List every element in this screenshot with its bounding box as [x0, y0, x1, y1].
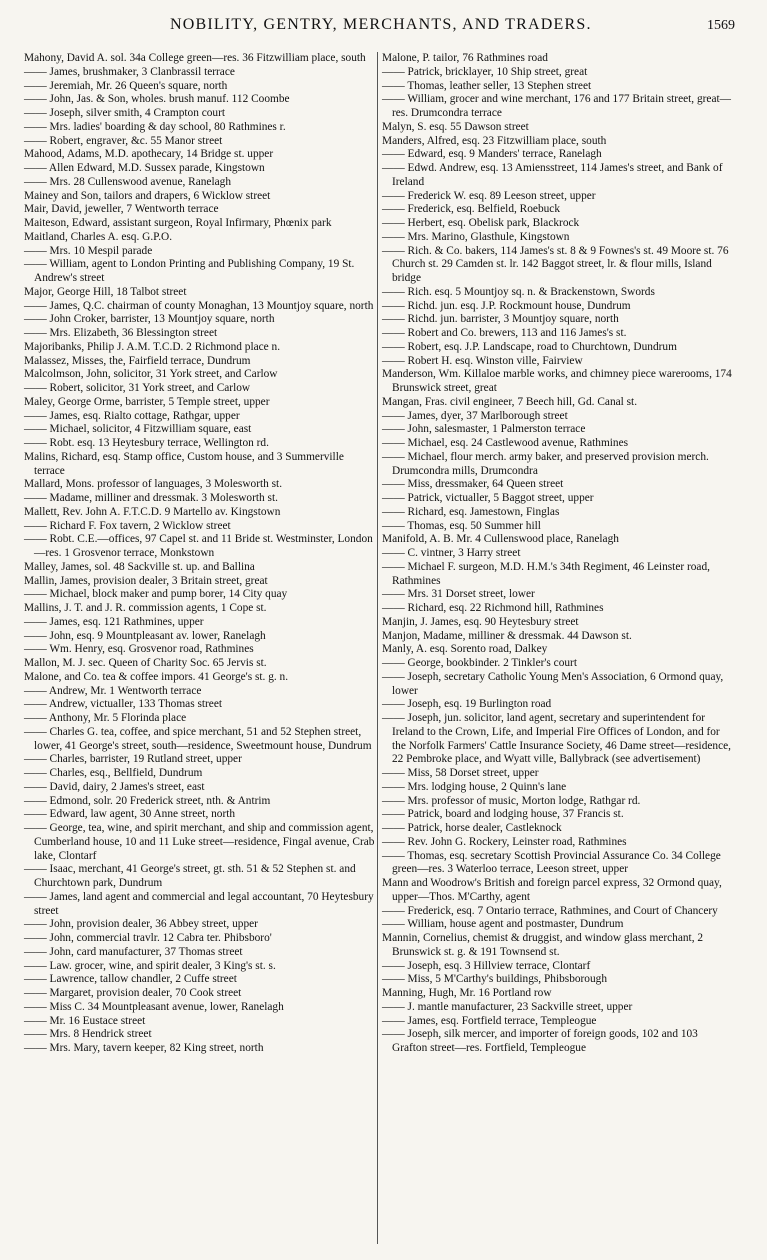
directory-entry: —— James, dyer, 37 Marlborough street — [382, 409, 568, 422]
directory-entry: Malone, and Co. tea & coffee impors. 41 George's st. g. n. — [24, 670, 289, 683]
directory-entry: —— Michael, block maker and pump borer, 14 City quay — [24, 588, 288, 601]
directory-entry: —— Robt. esq. 13 Heytesbury terrace, Wellington rd. — [24, 437, 269, 449]
directory-entry: —— Isaac, merchant, 41 George's street, gt. sth. 51 & 52 Stephen st. and Churchtown park, Dundrum — [24, 863, 356, 889]
column-divider — [377, 52, 378, 1244]
directory-entry: —— Patrick, board and lodging house, 37 Francis st. — [382, 808, 624, 821]
directory-entry: —— Edmond, solr. 20 Frederick street, nth. & Antrim — [24, 794, 271, 807]
directory-entry: —— James, esq. Rialto cottage, Rathgar, upper — [24, 409, 240, 422]
directory-entry: —— Robert and Co. brewers, 113 and 116 James's st. — [382, 327, 627, 339]
directory-entry: Mangan, Fras. civil engineer, 7 Beech hill, Gd. Canal st. — [382, 395, 638, 408]
directory-entry: Malley, James, sol. 48 Sackville st. up. and Ballina — [24, 560, 255, 573]
directory-entry: —— Michael, flour merch. army baker, and preserved provision merch. Drumcondra mills, Drumcondra — [382, 450, 709, 477]
directory-entry: —— Robert, esq. J.P. Landscape, road to Churchtown, Dundrum — [382, 340, 677, 353]
directory-entry: —— Richard, esq. Jamestown, Finglas — [382, 505, 560, 518]
directory-entry: —— Wm. Henry, esq. Grosvenor road, Rathmines — [24, 643, 254, 656]
directory-entry: Maitland, Charles A. esq. G.P.O. — [24, 230, 173, 243]
directory-entry: —— Joseph, silk mercer, and importer of foreign goods, 102 and 103 Grafton street—res. Fortfield, Templeogue — [382, 1028, 698, 1054]
directory-entry: Maiteson, Edward, assistant surgeon, Royal Infirmary, Phœnix park — [24, 217, 332, 229]
directory-entry: —— Mrs. 28 Cullenswood avenue, Ranelagh — [24, 175, 231, 188]
directory-entry: Mannin, Cornelius, chemist & druggist, and window glass merchant, 2 Brunswick st. g. & 191 Townsend st. — [382, 932, 704, 958]
directory-entry: —— Rich. esq. 5 Mountjoy sq. n. & Brackenstown, Swords — [382, 285, 655, 298]
directory-entry: —— John, esq. 9 Mountpleasant av. lower, Ranelagh — [24, 629, 266, 642]
directory-entry: —— Richard F. Fox tavern, 2 Wicklow street — [24, 519, 231, 532]
directory-entry: —— Mrs. 10 Mespil parade — [24, 244, 153, 257]
directory-entry: —— John Croker, barrister, 13 Mountjoy square, north — [24, 313, 275, 326]
directory-entry: Manifold, A. B. Mr. 4 Cullenswood place, Ranelagh — [382, 533, 619, 546]
directory-entry: Mallins, J. T. and J. R. commission agents, 1 Cope st. — [24, 602, 267, 614]
directory-entry: —— Patrick, victualler, 5 Baggot street, upper — [382, 492, 594, 504]
directory-entry: —— James, esq. Fortfield terrace, Templeogue — [382, 1014, 597, 1027]
directory-entry: Major, George Hill, 18 Talbot street — [24, 285, 187, 298]
directory-entry: —— John, salesmaster, 1 Palmerston terrace — [382, 423, 586, 436]
directory-entry: —— Madame, milliner and dressmak. 3 Molesworth st. — [24, 492, 278, 504]
directory-entry: —— William, house agent and postmaster, Dundrum — [382, 918, 624, 931]
directory-entry: —— Robert, engraver, &c. 55 Manor street — [24, 134, 223, 147]
directory-entry: Manjon, Madame, milliner & dressmak. 44 Dawson st. — [382, 629, 632, 642]
directory-entry: —— Thomas, esq. secretary Scottish Provincial Assurance Co. 34 College green—res. 3 Waterloo terrace, Leeson street, upper — [382, 849, 721, 876]
directory-entry: Mainey and Son, tailors and drapers, 6 Wicklow street — [24, 189, 271, 202]
directory-entry: —— Mr. 16 Eustace street — [24, 1014, 146, 1027]
directory-entry: Mann and Woodrow's British and foreign parcel express, 32 Ormond quay, upper—Thos. M'Carthy, agent — [382, 877, 722, 903]
directory-entry: Mallon, M. J. sec. Queen of Charity Soc. 65 Jervis st. — [24, 657, 267, 669]
directory-entry: —— C. vintner, 3 Harry street — [382, 547, 521, 559]
directory-entry: Malcolmson, John, solicitor, 31 York street, and Carlow — [24, 368, 278, 381]
directory-entry: —— Joseph, jun. solicitor, land agent, secretary and superintendent for Ireland to the Crown, Life, and Imperial Fire Offices of London, and for the Norfolk Farmers' Cattle Insurance Society, 46 Dame street—residence, 22 Pembroke place, and Wyatt ville, Ballybrack (see advertisement) — [382, 712, 731, 766]
directory-entry: —— Charles G. tea, coffee, and spice merchant, 51 and 52 Stephen street, lower, 41 George's street, south—residence, Sweetmount house, Dundrum — [24, 725, 372, 752]
directory-entry: —— J. mantle manufacturer, 23 Sackville street, upper — [382, 1000, 633, 1013]
directory-entry: Mahony, David A. sol. 34a College green—res. 36 Fitzwilliam place, south — [24, 52, 366, 64]
directory-entry: Mahood, Adams, M.D. apothecary, 14 Bridge st. upper — [24, 148, 274, 161]
directory-entry: —— David, dairy, 2 James's street, east — [24, 780, 205, 793]
directory-entry: —— Charles, barrister, 19 Rutland street, upper — [24, 753, 242, 766]
directory-entry: —— Joseph, silver smith, 4 Crampton court — [24, 107, 226, 119]
directory-entry: —— Mrs. Mary, tavern keeper, 82 King street, north — [24, 1042, 264, 1054]
directory-entry: —— Miss C. 34 Mountpleasant avenue, lower, Ranelagh — [24, 1000, 284, 1013]
directory-entry: —— Michael F. surgeon, M.D. H.M.'s 34th Regiment, 46 Leinster road, Rathmines — [382, 560, 710, 587]
directory-entry: —— John, Jas. & Son, wholes. brush manuf. 112 Coombe — [24, 93, 290, 106]
directory-entry: —— Rich. & Co. bakers, 114 James's st. 8 & 9 Fownes's st. 49 Moore st. 76 Church st. 29 Camden st. lr. 142 Baggot street, lr. & flour mills, Island bridge — [382, 244, 729, 284]
directory-entry: —— Allen Edward, M.D. Sussex parade, Kingstown — [24, 162, 265, 174]
directory-entry: —— Mrs. 8 Hendrick street — [24, 1028, 152, 1041]
directory-entry: —— Frederick, esq. Belfield, Roebuck — [382, 203, 560, 216]
directory-entry: —— Mrs. 31 Dorset street, lower — [382, 588, 535, 601]
directory-entry: —— Anthony, Mr. 5 Florinda place — [24, 712, 187, 724]
directory-entry: —— Thomas, leather seller, 13 Stephen street — [382, 79, 592, 92]
directory-entry: Malins, Richard, esq. Stamp office, Custom house, and 3 Summerville terrace — [24, 450, 344, 477]
directory-entry: —— Andrew, Mr. 1 Wentworth terrace — [24, 684, 202, 697]
directory-entry: Manders, Alfred, esq. 23 Fitzwilliam place, south — [382, 134, 607, 147]
directory-entry: Mallard, Mons. professor of languages, 3 Molesworth st. — [24, 478, 283, 491]
directory-entry: —— Mrs. ladies' boarding & day school, 80 Rathmines r. — [24, 120, 286, 133]
directory-entry: —— Edward, esq. 9 Manders' terrace, Ranelagh — [382, 148, 602, 161]
directory-entry: —— Patrick, horse dealer, Castleknock — [382, 822, 562, 834]
directory-entry: —— Mrs. Marino, Glasthule, Kingstown — [382, 230, 570, 243]
directory-entry: —— Mrs. Elizabeth, 36 Blessington street — [24, 327, 218, 339]
directory-entry: —— Margaret, provision dealer, 70 Cook street — [24, 987, 242, 999]
directory-entry: Malone, P. tailor, 76 Rathmines road — [382, 52, 548, 64]
directory-entry: —— William, agent to London Printing and Publishing Company, 19 St. Andrew's street — [24, 258, 355, 284]
directory-entry: —— James, brushmaker, 3 Clanbrassil terrace — [24, 65, 235, 78]
directory-entry: —— Mrs. lodging house, 2 Quinn's lane — [382, 780, 567, 793]
directory-entry: —— Lawrence, tallow chandler, 2 Cuffe street — [24, 973, 237, 986]
directory-entry: —— Robt. C.E.—offices, 97 Capel st. and 11 Bride st. Westminster, London—res. 1 Grosvenor terrace, Monkstown — [24, 533, 373, 559]
directory-entry: Malyn, S. esq. 55 Dawson street — [382, 120, 529, 133]
directory-entry: —— Joseph, secretary Catholic Young Men's Association, 6 Ormond quay, lower — [382, 670, 724, 697]
directory-entry: —— James, esq. 121 Rathmines, upper — [24, 615, 204, 628]
page-title: NOBILITY, GENTRY, MERCHANTS, AND TRADERS. — [170, 16, 592, 33]
directory-entry: —— Mrs. professor of music, Morton lodge, Rathgar rd. — [382, 794, 641, 807]
directory-entry: Majoribanks, Philip J. A.M. T.C.D. 2 Richmond place n. — [24, 340, 281, 353]
directory-column-right — [382, 52, 735, 1056]
directory-entry: —— Edwd. Andrew, esq. 13 Amiensstreet, 114 James's street, and Bank of Ireland — [382, 162, 723, 188]
directory-entry: Manning, Hugh, Mr. 16 Portland row — [382, 987, 552, 999]
directory-entry: —— Michael, solicitor, 4 Fitzwilliam square, east — [24, 423, 252, 436]
directory-entry: —— Robert, solicitor, 31 York street, and Carlow — [24, 382, 251, 394]
directory-entry: —— Miss, 5 M'Carthy's buildings, Phibsborough — [382, 973, 607, 986]
directory-entry: —— Herbert, esq. Obelisk park, Blackrock — [382, 217, 580, 229]
directory-entry: —— Miss, 58 Dorset street, upper — [382, 767, 539, 779]
directory-entry: —— James, land agent and commercial and legal accountant, 70 Heytesbury street — [24, 890, 374, 917]
directory-entry: —— Charles, esq., Bellfield, Dundrum — [24, 767, 203, 779]
directory-entry: —— Edward, law agent, 30 Anne street, north — [24, 808, 236, 821]
directory-entry: —— Jeremiah, Mr. 26 Queen's square, north — [24, 79, 228, 92]
directory-entry: —— Frederick, esq. 7 Ontario terrace, Rathmines, and Court of Chancery — [382, 904, 718, 917]
directory-entry: Manderson, Wm. Killaloe marble works, and chimney piece warerooms, 174 Brunswick street, great — [382, 368, 732, 394]
directory-entry: —— Patrick, bricklayer, 10 Ship street, great — [382, 65, 588, 78]
directory-entry: —— Rev. John G. Rockery, Leinster road, Rathmines — [382, 835, 627, 848]
directory-entry: —— Thomas, esq. 50 Summer hill — [382, 519, 541, 532]
directory-entry: —— Frederick W. esq. 89 Leeson street, upper — [382, 189, 596, 202]
directory-entry: —— Andrew, victualler, 133 Thomas street — [24, 698, 223, 711]
directory-entry: —— Joseph, esq. 3 Hillview terrace, Clontarf — [382, 959, 591, 972]
directory-entry: —— Miss, dressmaker, 64 Queen street — [382, 478, 564, 491]
directory-entry: —— Richd. jun. esq. J.P. Rockmount house, Dundrum — [382, 299, 631, 312]
directory-entry: —— Law. grocer, wine, and spirit dealer, 3 King's st. s. — [24, 959, 276, 972]
directory-entry: Mallin, James, provision dealer, 3 Britain street, great — [24, 574, 268, 587]
directory-entry: —— John, commercial travlr. 12 Cabra ter. Phibsboro' — [24, 932, 272, 944]
directory-entry: Malassez, Misses, the, Fairfield terrace, Dundrum — [24, 354, 251, 367]
directory-entry: Mallett, Rev. John A. F.T.C.D. 9 Martello av. Kingstown — [24, 505, 281, 518]
directory-entry: Manjin, J. James, esq. 90 Heytesbury street — [382, 615, 579, 628]
directory-entry: Mair, David, jeweller, 7 Wentworth terrace — [24, 203, 219, 216]
directory-entry: —— Joseph, esq. 19 Burlington road — [382, 698, 552, 711]
directory-entry: —— Michael, esq. 24 Castlewood avenue, Rathmines — [382, 437, 629, 449]
directory-entry: —— George, bookbinder. 2 Tinkler's court — [382, 657, 577, 669]
page-header — [0, 6, 767, 36]
directory-entry: —— William, grocer and wine merchant, 176 and 177 Britain street, great—res. Drumcondra terrace — [382, 93, 731, 119]
page-number: 1569 — [707, 18, 735, 33]
directory-entry: —— Richard, esq. 22 Richmond hill, Rathmines — [382, 602, 604, 614]
directory-entry: —— Richd. jun. barrister, 3 Mountjoy square, north — [382, 313, 619, 326]
directory-entry: —— John, card manufacturer, 37 Thomas street — [24, 945, 243, 958]
directory-entry: —— Robert H. esq. Winston ville, Fairview — [382, 354, 583, 367]
directory-entry: Manly, A. esq. Sorento road, Dalkey — [382, 643, 548, 656]
directory-entry: —— George, tea, wine, and spirit merchant, and ship and commission agent, Cumberland house, 10 and 11 Luke street—residence, Fingal avenue, Crab lake, Clontarf — [24, 822, 375, 862]
directory-entry: Maley, George Orme, barrister, 5 Temple street, upper — [24, 395, 270, 408]
directory-entry: —— James, Q.C. chairman of county Monaghan, 13 Mountjoy square, north — [24, 299, 374, 312]
directory-column-left — [24, 52, 377, 1056]
directory-entry: —— John, provision dealer, 36 Abbey street, upper — [24, 918, 258, 931]
